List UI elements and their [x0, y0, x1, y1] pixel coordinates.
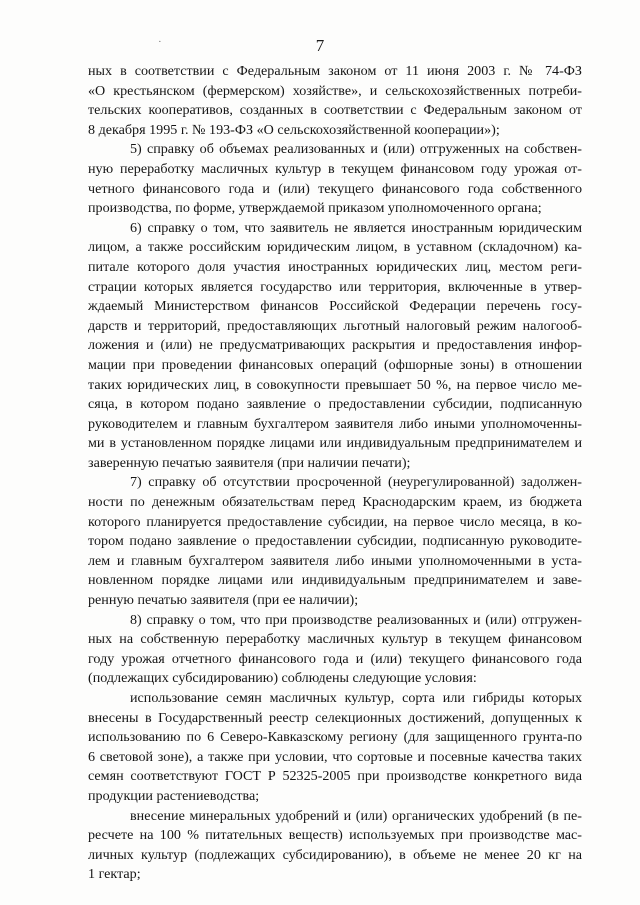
text-line: использованию по 6 Северо-Кавказскому региону (для защищенного грунта-по — [88, 729, 582, 746]
page-number: 7 — [315, 36, 325, 55]
text-line: сяца, в котором подано заявление о предоставлении субсидии, подписанную — [88, 396, 582, 413]
text-line: году урожая отчетного финансового года и (или) текущего финансового года — [88, 650, 582, 667]
text-line: внесение минеральных удобрений и (или) органических удобрений (в пе- — [130, 807, 582, 824]
text-line: личных культур (подлежащих субсидированию), в объеме не менее 20 кг на — [88, 846, 582, 863]
text-line: заверенную печатью заявителя (при наличии печати); — [88, 454, 411, 471]
text-line: мации при проведении финансовых операций (офшорные зоны) в отношении — [88, 356, 582, 373]
text-line: ности по денежным обязательствам перед Краснодарским краем, из бюджета — [88, 494, 582, 511]
text-line: ных в соответствии с Федеральным законом от 11 июня 2003 г. № 74-ФЗ — [88, 63, 582, 79]
text-line: 8) справку о том, что при производстве реализованных и (или) отгружен- — [130, 611, 582, 628]
text-line: четного финансового года и (или) текущего финансового года собственного — [88, 180, 582, 197]
text-line: использование семян масличных культур, сорта или гибриды которых — [130, 690, 582, 706]
text-line: семян соответствуют ГОСТ Р 52325-2005 при производстве конкретного вида — [88, 768, 582, 785]
text-line: 6 световой зоне), а также при условии, что сортовые и посевные качества таких — [88, 748, 582, 765]
text-line: «О крестьянском (фермерском) хозяйстве», и сельскохозяйственных потреби- — [88, 82, 582, 99]
text-line: ресчете на 100 % питательных веществ) используемых при производстве мас- — [88, 827, 582, 844]
text-line: ренную печатью заявителя (при ее наличии); — [88, 592, 359, 609]
text-line: дарств и территорий, предоставляющих льготный налоговый режим налогооб- — [88, 317, 582, 334]
text-line: (подлежащих субсидированию) соблюдены следующие условия: — [88, 670, 477, 687]
text-line: 5) справку об объемах реализованных и (или) отгруженных на собствен- — [130, 141, 582, 158]
text-line: производства, по форме, утверждаемой приказом уполномоченного органа; — [88, 200, 542, 217]
text-line: таких юридических лиц, в совокупности превышает 50 %, на первое число ме- — [88, 376, 582, 393]
text-line: ную переработку масличных культур в текущем финансовом году урожая от- — [88, 160, 582, 177]
text-line: ждаемый Министерством финансов Российской Федерации перечень госу- — [88, 298, 582, 315]
text-line: ных на собственную переработку масличных культур в текущем финансовом — [88, 631, 582, 648]
text-line: 8 декабря 1995 г. № 193-ФЗ «О сельскохозяйственной кооперации»); — [88, 121, 500, 138]
corner-mark: · — [158, 36, 162, 48]
text-line: питале которого доля участия иностранных юридических лиц, местом реги- — [88, 258, 582, 275]
document-body-text — [88, 62, 582, 885]
text-line: руководителем и главным бухгалтером заявителя либо иными уполномоченны- — [88, 415, 582, 432]
text-line: тором подано заявление о предоставлении субсидии, подписанную руководите- — [88, 533, 582, 550]
text-line: продукции растениеводства; — [88, 787, 260, 804]
text-line: 7) справку об отсутствии просроченной (неурегулированной) задолжен- — [130, 474, 582, 491]
text-line: ми в установленном порядке лицами или индивидуальным предпринимателем и — [88, 435, 582, 452]
text-line: страции которых является государство или территория, включенные в утвер- — [88, 278, 582, 295]
text-line: лицом, а также российским юридическим лицом, в уставном (складочном) ка- — [88, 239, 582, 256]
text-line: которого планируется предоставление субсидии, на первое число месяца, в ко- — [88, 513, 582, 530]
text-line: внесены в Государственный реестр селекционных достижений, допущенных к — [88, 709, 582, 726]
text-line: лем и главным бухгалтером заявителя либо иными уполномоченными в уста- — [88, 552, 582, 569]
text-line: тельских кооперативов, созданных в соответствии с Федеральным законом от — [88, 102, 582, 119]
text-line: 6) справку о том, что заявитель не является иностранным юридическим — [130, 219, 582, 236]
text-line: новленном порядке лицами или индивидуальным предпринимателем и заве- — [88, 572, 582, 589]
text-line: 1 гектар; — [88, 866, 141, 883]
text-line: ложения и (или) не предусматривающих раскрытия и предоставления инфор- — [88, 337, 582, 354]
